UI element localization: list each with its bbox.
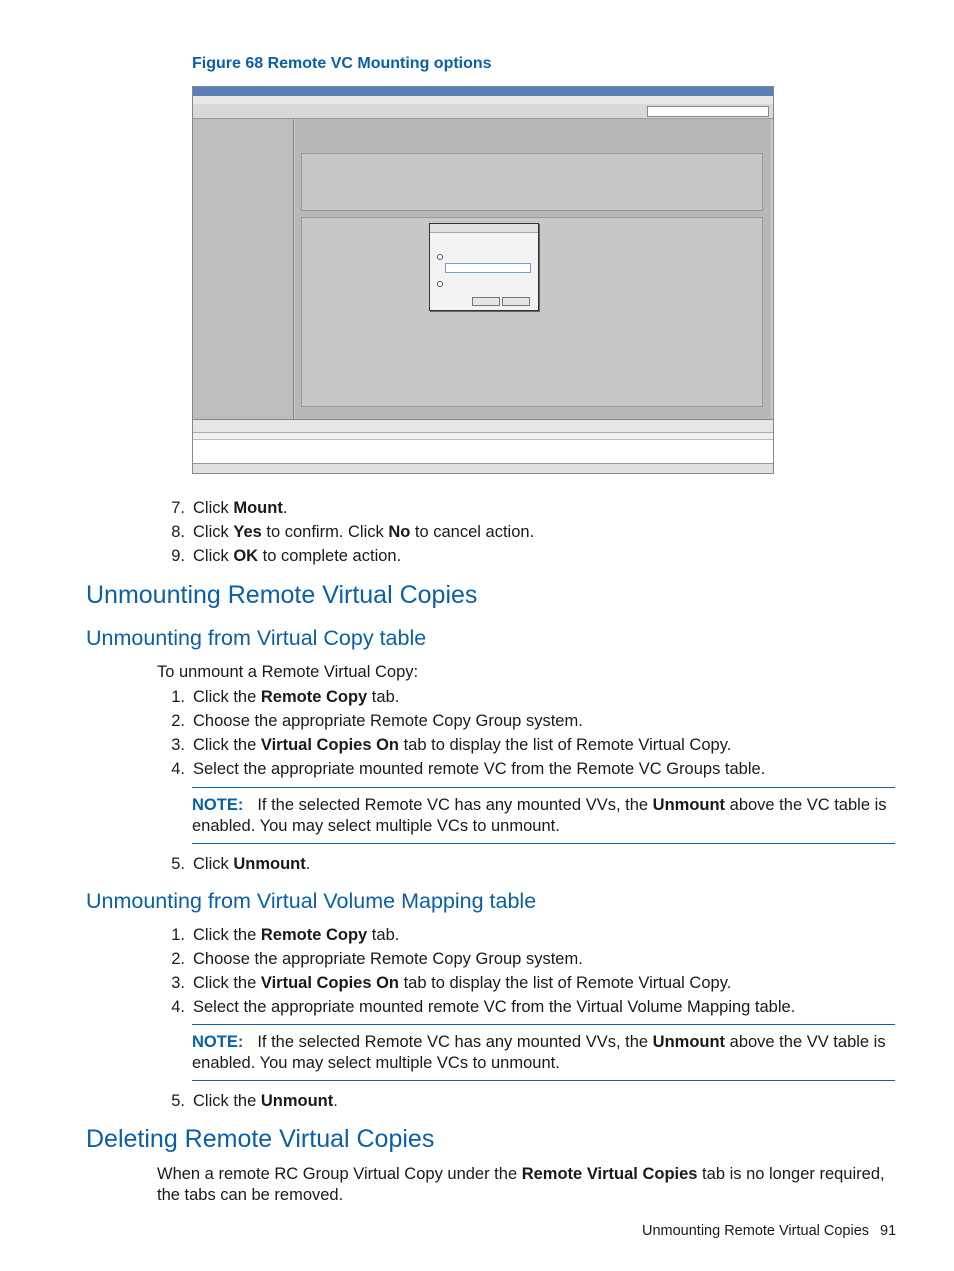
paragraph-text: tab is no longer required, the tabs can be removed. [157,1165,885,1204]
note-text: above the VV table is enabled. You may select multiple VCs to unmount. [192,1033,886,1072]
subsection-heading-vc-table: Unmounting from Virtual Copy table [86,626,427,650]
step-text: Choose the appropriate Remote Copy Group system. [193,950,583,968]
step-text: to complete action. [258,547,402,565]
screenshot-toolbar [193,104,773,119]
note-text: If the selected Remote VC has any mounted VVs, the [257,796,653,814]
screenshot-dialog-titlebar [430,224,538,233]
step-bold: Virtual Copies On [260,974,399,992]
step-text: tab to display the list of Remote Virtual Copy. [399,736,732,754]
step-text: Click the [193,736,261,754]
note-bold: Unmount [652,1033,726,1051]
paragraph-text: When a remote RC Group Virtual Copy under the [157,1165,522,1183]
step-text: Click the [193,1092,261,1110]
screenshot-radio-proxy [437,281,443,287]
screenshot-search-box [647,106,769,117]
step-number: 2. [171,950,185,968]
step-number: 3. [171,736,185,754]
step-text: Click [193,499,234,517]
step-bold: Remote Copy [260,688,368,706]
step-text: Choose the appropriate Remote Copy Group system. [193,712,583,730]
screenshot-recent-tasks [193,419,773,464]
screenshot-tree-pane [193,119,294,419]
step-bold: Mount [233,499,283,517]
step-text: Click the [193,974,261,992]
note-label: NOTE: [192,1033,244,1051]
screenshot-pairs-panel [301,153,763,211]
note-label: NOTE: [192,796,244,814]
screenshot-host-field [445,263,531,273]
step-number: 7. [171,499,185,517]
step-text: tab to display the list of Remote Virtual Copy. [399,974,732,992]
note-vv-table [192,1024,895,1081]
note-vc-table [192,787,895,844]
step-number: 4. [171,998,185,1016]
figure-caption: Figure 68 Remote VC Mounting options [192,55,492,72]
step-text: Click [193,547,234,565]
step-text: tab. [367,688,400,706]
step-bold: Virtual Copies On [260,736,399,754]
section-heading-unmounting: Unmounting Remote Virtual Copies [86,581,478,609]
step-number: 9. [171,547,185,565]
step-number: 8. [171,523,185,541]
step-number: 4. [171,760,185,778]
step-bold: OK [233,547,259,565]
step-text: tab. [367,926,400,944]
screenshot-tasks-columns [193,433,773,440]
step-bold: Remote Copy [260,926,368,944]
deleting-paragraph [157,1164,897,1206]
screenshot-cancel-button [502,297,530,306]
note-text: If the selected Remote VC has any mounted VVs, the [257,1033,653,1051]
section-heading-deleting: Deleting Remote Virtual Copies [86,1125,435,1153]
step-number: 5. [171,855,185,873]
intro-text: To unmount a Remote Virtual Copy: [157,663,419,681]
note-text: above the VC table is enabled. You may select multiple VCs to unmount. [192,796,887,835]
paragraph-bold: Remote Virtual Copies [521,1165,698,1183]
step-bold: Unmount [233,855,306,873]
step-text: Select the appropriate mounted remote VC from the Remote VC Groups table. [193,760,766,778]
step-bold: No [388,523,411,541]
screenshot-titlebar [193,87,773,96]
screenshot-mount-dialog [429,223,539,311]
step-text: . [305,855,311,873]
step-bold: Yes [233,523,262,541]
step-bold: Unmount [260,1092,334,1110]
step-text: . [333,1092,338,1110]
step-text: to cancel action. [410,523,535,541]
step-number: 3. [171,974,185,992]
step-text: Click the [193,926,261,944]
step-text: Click [193,523,234,541]
figure-screenshot [192,86,774,474]
step-text: Click [193,855,234,873]
page-number: 91 [880,1223,897,1239]
screenshot-menubar [193,96,773,104]
screenshot-radio-datastore [437,254,443,260]
step-text: Select the appropriate mounted remote VC from the Virtual Volume Mapping table. [193,998,796,1016]
footer-title: Unmounting Remote Virtual Copies [642,1223,870,1239]
step-number: 1. [171,926,185,944]
screenshot-statusbar [193,463,773,474]
step-number: 5. [171,1092,185,1110]
step-text: Click the [193,688,261,706]
screenshot-tasks-header [193,420,773,433]
screenshot-mount-button [472,297,500,306]
note-bold: Unmount [652,796,726,814]
step-text: . [282,499,288,517]
subsection-heading-vv-mapping: Unmounting from Virtual Volume Mapping table [86,889,537,913]
step-number: 1. [171,688,185,706]
step-number: 2. [171,712,185,730]
step-text: to confirm. Click [261,523,389,541]
